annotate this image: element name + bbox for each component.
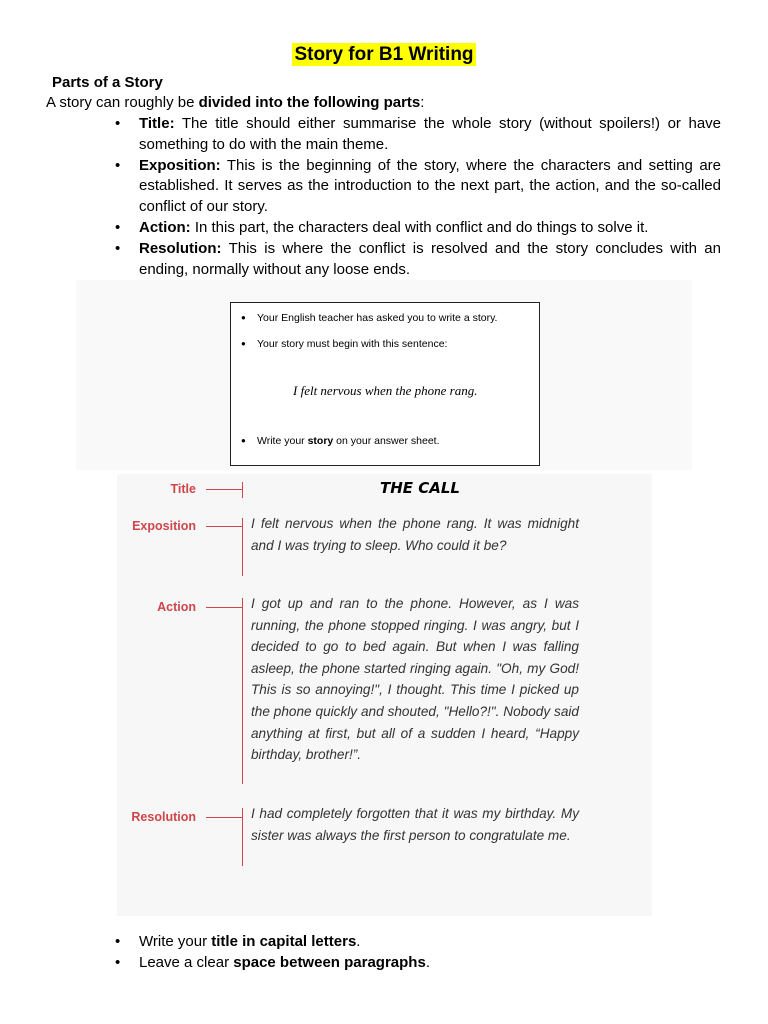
task-box xyxy=(230,302,540,466)
intro-colon: : xyxy=(420,94,425,111)
label-exposition: Exposition xyxy=(132,519,196,533)
story-action: I got up and ran to the phone. However, as I was running, the phone stopped ringing. I was angry, but I decided to go to bed again. But when I was falling asleep, the phone started ringing again. "Oh, my God! This is so annoying!", I thought. This time I picked up the phone quickly and shouted, "Hello?!". Nobody said anything at first, but all of a sudden I heard, “Happy birthday, brother!”. xyxy=(251,596,579,763)
list-item xyxy=(139,114,721,156)
intro-bold: divided into the following parts xyxy=(198,94,421,111)
part-text: The title should either summarise the whole story (without spoilers!) or have something to do with the main theme. xyxy=(139,115,721,153)
action-connector xyxy=(206,607,243,608)
action-bracket xyxy=(242,598,243,784)
task-bullet-2: ● Your story must begin with this sentence: xyxy=(257,338,447,350)
part-text: In this part, the characters deal with conflict and do things to solve it. xyxy=(190,218,649,236)
intro-text: A story can roughly be xyxy=(46,94,199,111)
parts-list xyxy=(139,114,721,280)
story-heading: THE CALL xyxy=(380,479,460,497)
parts-heading: Parts of a Story xyxy=(52,74,163,91)
exposition-bracket xyxy=(242,518,243,576)
tip-end: . xyxy=(425,954,430,971)
task-bullet-3-bold: story xyxy=(307,435,334,447)
resolution-bracket xyxy=(242,808,243,866)
intro-sentence xyxy=(46,94,424,111)
task-quote: I felt nervous when the phone rang. xyxy=(293,383,478,398)
part-term: Action: xyxy=(139,218,191,236)
tip-text: Write your xyxy=(139,933,212,950)
list-item xyxy=(139,156,721,218)
story-exposition: I felt nervous when the phone rang. It was midnight and I was trying to sleep. Who could it be? xyxy=(251,516,579,553)
task-bullet-1: ● Your English teacher has asked you to write a story. xyxy=(257,312,497,324)
task-bullet-3 xyxy=(257,435,440,447)
tips-list xyxy=(139,931,430,973)
part-text: This is the beginning of the story, where the characters and setting are established. It serves as the introduction to the next part, the action, and the so-called conflict of our story. xyxy=(139,156,721,216)
task-bullet-3-end: on your answer sheet. xyxy=(333,435,440,447)
title-connector xyxy=(206,489,243,490)
label-action: Action xyxy=(157,600,196,614)
part-term: Resolution: xyxy=(139,239,222,257)
label-title: Title xyxy=(170,482,196,496)
part-term: Title: xyxy=(139,115,175,132)
tip-bold: title in capital letters xyxy=(211,933,357,950)
list-item xyxy=(139,218,721,239)
part-term: Exposition: xyxy=(139,156,221,174)
list-item xyxy=(139,239,721,281)
label-resolution: Resolution xyxy=(131,810,196,824)
tip-end: . xyxy=(356,933,361,950)
resolution-connector xyxy=(206,817,243,818)
list-item xyxy=(139,952,430,973)
list-item xyxy=(139,931,430,952)
tip-text: Leave a clear xyxy=(139,954,234,971)
task-bullet-3-text: Write your xyxy=(257,435,308,447)
exposition-connector xyxy=(206,526,243,527)
tip-bold: space between paragraphs xyxy=(233,954,426,971)
title-bracket xyxy=(242,482,243,498)
page-title-text: Story for B1 Writing xyxy=(294,44,474,65)
story-resolution: I had completely forgotten that it was my birthday. My sister was always the first person to congratulate me. xyxy=(251,806,579,843)
part-text: This is where the conflict is resolved and the story concludes with an ending, normally without any loose ends. xyxy=(139,239,721,278)
page-title xyxy=(0,44,768,66)
